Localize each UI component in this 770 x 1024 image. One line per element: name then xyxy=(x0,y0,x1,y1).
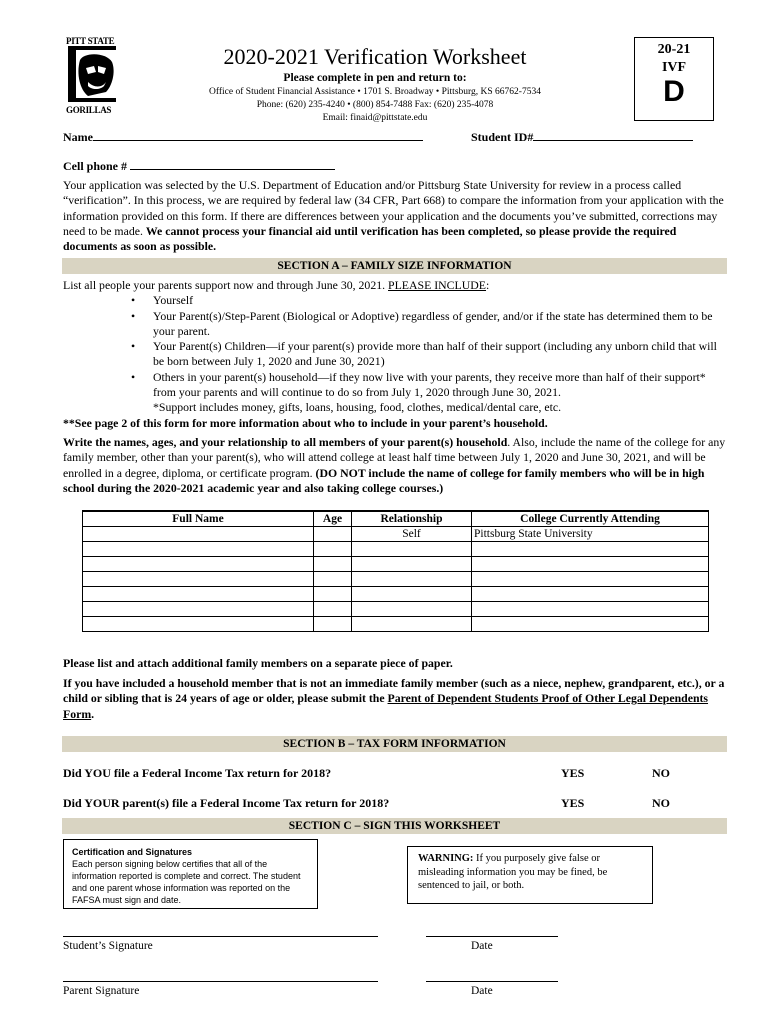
cell-relationship[interactable] xyxy=(352,617,472,632)
office-contact xyxy=(180,86,570,125)
cell-relationship[interactable] xyxy=(352,542,472,557)
logo-top-text: PITT STATE xyxy=(66,36,115,46)
student-signature-label: Student’s Signature xyxy=(63,940,153,952)
cell-college[interactable]: Pittsburg State University xyxy=(472,527,709,542)
proof-form-link[interactable]: Parent of Dependent Students Proof of Other Legal Dependents Form xyxy=(63,691,709,721)
badge-year: 20-21 xyxy=(657,42,691,57)
please-include: PLEASE INCLUDE xyxy=(388,278,487,292)
name-row xyxy=(63,128,423,145)
list-item: • Others in your parent(s) household—if they now live with your parents, they receive more than half of their support* from your parents and will continue to do so from July 1, 2020 through June 30, 2021. *Support includes money, gifts, loans, housing, food, clothes, medical/dental care, etc. xyxy=(131,369,706,415)
cell-college[interactable] xyxy=(472,572,709,587)
email-line: Email: finaid@pittstate.edu xyxy=(322,113,428,123)
write-bold: Write the names, ages, and your relationship to all members of your parent(s) household xyxy=(63,434,508,449)
student-id-row xyxy=(471,128,693,145)
intro-text: Your application was selected by the U.S. Department of Education and/or Pittsburg State University for review in a process called “verification”. In this process, we are required by federal law (34 CFR, Part 668) to compare the information from your application with the information provided on this form. If there are differences between your application and the documents you’ve submitted, corrections may need to be made. xyxy=(63,178,724,238)
cell-college[interactable] xyxy=(472,542,709,557)
list-item: • Your Parent(s)/Step-Parent (Biological or Adoptive) regardless of gender, and/or if the state has determined them to be your parent. xyxy=(131,308,713,338)
bullet-icon: • xyxy=(131,308,136,323)
table-row xyxy=(83,587,709,602)
cell-full-name[interactable] xyxy=(83,617,314,632)
table-header-row xyxy=(83,511,709,527)
cell-phone-row xyxy=(63,157,335,174)
table-row xyxy=(83,557,709,572)
badge-code: IVF xyxy=(661,60,687,75)
form-code-badge xyxy=(634,37,714,121)
parent-signature-label: Parent Signature xyxy=(63,985,140,997)
lead-text: List all people your parents support now and through June 30, 2021. xyxy=(63,278,389,292)
cert-title: Certification and Signatures xyxy=(72,847,193,857)
list-item: • Your Parent(s) Children—if your parent(s) provide more than half of their support (including any unborn child that will be born between July 1, 2020 and June 30, 2021) xyxy=(131,339,717,369)
section-c-heading: SECTION C – SIGN THIS WORKSHEET xyxy=(62,818,727,834)
cell-college[interactable] xyxy=(472,557,709,572)
cell-full-name[interactable] xyxy=(83,527,314,542)
intro-bold-text: We cannot process your financial aid until verification has been completed, so please provide the required documents as soon as possible. xyxy=(63,223,677,254)
see-page-note: **See page 2 of this form for more information about who to include in your parent’s household. xyxy=(63,415,548,430)
family-members-table xyxy=(82,510,709,632)
bullet-icon: • xyxy=(131,293,136,308)
cell-phone-field[interactable] xyxy=(130,157,335,170)
cell-age[interactable] xyxy=(314,572,352,587)
cell-relationship[interactable] xyxy=(352,572,472,587)
student-date-line[interactable] xyxy=(426,936,558,937)
attach-note: Please list and attach additional family members on a separate piece of paper. xyxy=(63,656,453,670)
cell-college[interactable] xyxy=(472,587,709,602)
tax-question-student: Did YOU file a Federal Income Tax return for 2018? xyxy=(63,766,332,780)
address-line: Office of Student Financial Assistance • 1701 S. Broadway • Pittsburg, KS 66762-7534 xyxy=(209,87,541,97)
yes-option-student[interactable]: YES xyxy=(561,766,585,780)
intro-paragraph xyxy=(63,178,728,254)
parent-date-label: Date xyxy=(471,985,493,997)
table-row xyxy=(83,527,709,542)
student-signature-line[interactable] xyxy=(63,936,378,937)
phone-line: Phone: (620) 235-4240 • (800) 854-7488 Fax: (620) 235-4078 xyxy=(256,100,494,110)
certification-box xyxy=(63,839,318,909)
bullet-icon: • xyxy=(131,339,136,354)
cell-college[interactable] xyxy=(472,617,709,632)
student-id-label: Student ID# xyxy=(471,130,534,144)
cell-full-name[interactable] xyxy=(83,542,314,557)
student-date-label: Date xyxy=(471,940,493,952)
cell-college[interactable] xyxy=(472,602,709,617)
gorilla-icon xyxy=(66,46,118,102)
tax-question-parent: Did YOUR parent(s) file a Federal Income Tax return for 2018? xyxy=(63,796,390,810)
write-instructions xyxy=(63,435,728,496)
return-instructions: Please complete in pen and return to: xyxy=(283,72,467,84)
table-row xyxy=(83,572,709,587)
cell-age[interactable] xyxy=(314,617,352,632)
household-text: If you have included a household member that is not an immediate family member (such as a niece, nephew, grandparent, etc.), or a child or sibling that is 24 years of age or older, please submit the xyxy=(63,676,725,706)
cell-relationship[interactable]: Self xyxy=(352,527,472,542)
cell-phone-label: Cell phone # xyxy=(63,159,128,173)
cell-full-name[interactable] xyxy=(83,572,314,587)
cell-age[interactable] xyxy=(314,602,352,617)
section-b-heading: SECTION B – TAX FORM INFORMATION xyxy=(62,736,727,752)
cell-age[interactable] xyxy=(314,587,352,602)
table-row xyxy=(83,542,709,557)
lead-end: : xyxy=(486,278,490,292)
cell-age[interactable] xyxy=(314,542,352,557)
warning-box xyxy=(407,846,653,904)
student-id-field[interactable] xyxy=(533,128,693,141)
no-option-student[interactable]: NO xyxy=(652,766,670,780)
household-end: . xyxy=(91,706,95,721)
cell-relationship[interactable] xyxy=(352,557,472,572)
warning-label: WARNING: xyxy=(418,853,474,864)
bullet-icon: • xyxy=(131,369,136,384)
list-item: • Yourself xyxy=(131,293,194,308)
parent-date-line[interactable] xyxy=(426,981,558,982)
section-a-body xyxy=(63,278,728,496)
write-bold-end: (DO NOT include the name of college for family members who will be in high school during the 2020-2021 academic year and also taking college courses.) xyxy=(63,465,705,495)
name-label: Name xyxy=(63,130,93,144)
page-title: 2020-2021 Verification Worksheet xyxy=(223,44,527,69)
table-row xyxy=(83,617,709,632)
cell-relationship[interactable] xyxy=(352,587,472,602)
name-field[interactable] xyxy=(93,128,423,141)
section-a-heading: SECTION A – FAMILY SIZE INFORMATION xyxy=(62,258,727,274)
header-relationship: Relationship xyxy=(352,511,472,527)
pitt-state-logo xyxy=(66,36,118,115)
header-age: Age xyxy=(314,511,352,527)
parent-signature-line[interactable] xyxy=(63,981,378,982)
include-list xyxy=(63,293,728,415)
logo-bottom-text: GORILLAS xyxy=(66,105,112,115)
write-text: . Also, include the name of the college for any family member, other than your parent(s), who will attend college at least half time between July 1, 2020 and June 30, 2021, and will be enrolled in a degree, diploma, or certificate program. xyxy=(63,434,726,480)
warning-text: If you purposely give false or misleading information you may be fined, be sentenced to jail, or both. xyxy=(418,853,608,891)
header-full-name: Full Name xyxy=(83,511,314,527)
cell-age[interactable] xyxy=(314,557,352,572)
cert-text: Each person signing below certifies that all of the information reported is complete and correct. The student and one parent whose information was reported on the FAFSA must sign and date. xyxy=(72,859,301,905)
section-a-lead xyxy=(63,278,728,293)
header-college: College Currently Attending xyxy=(472,511,709,527)
cell-full-name[interactable] xyxy=(83,557,314,572)
cell-relationship[interactable] xyxy=(352,602,472,617)
table-row xyxy=(83,602,709,617)
badge-letter: D xyxy=(663,75,685,108)
cell-age[interactable] xyxy=(314,527,352,542)
yes-option-parent[interactable]: YES xyxy=(561,796,585,810)
support-note: *Support includes money, gifts, loans, housing, food, clothes, medical/dental care, etc. xyxy=(153,400,562,415)
household-note xyxy=(63,676,728,722)
no-option-parent[interactable]: NO xyxy=(652,796,670,810)
cell-full-name[interactable] xyxy=(83,587,314,602)
cell-full-name[interactable] xyxy=(83,602,314,617)
